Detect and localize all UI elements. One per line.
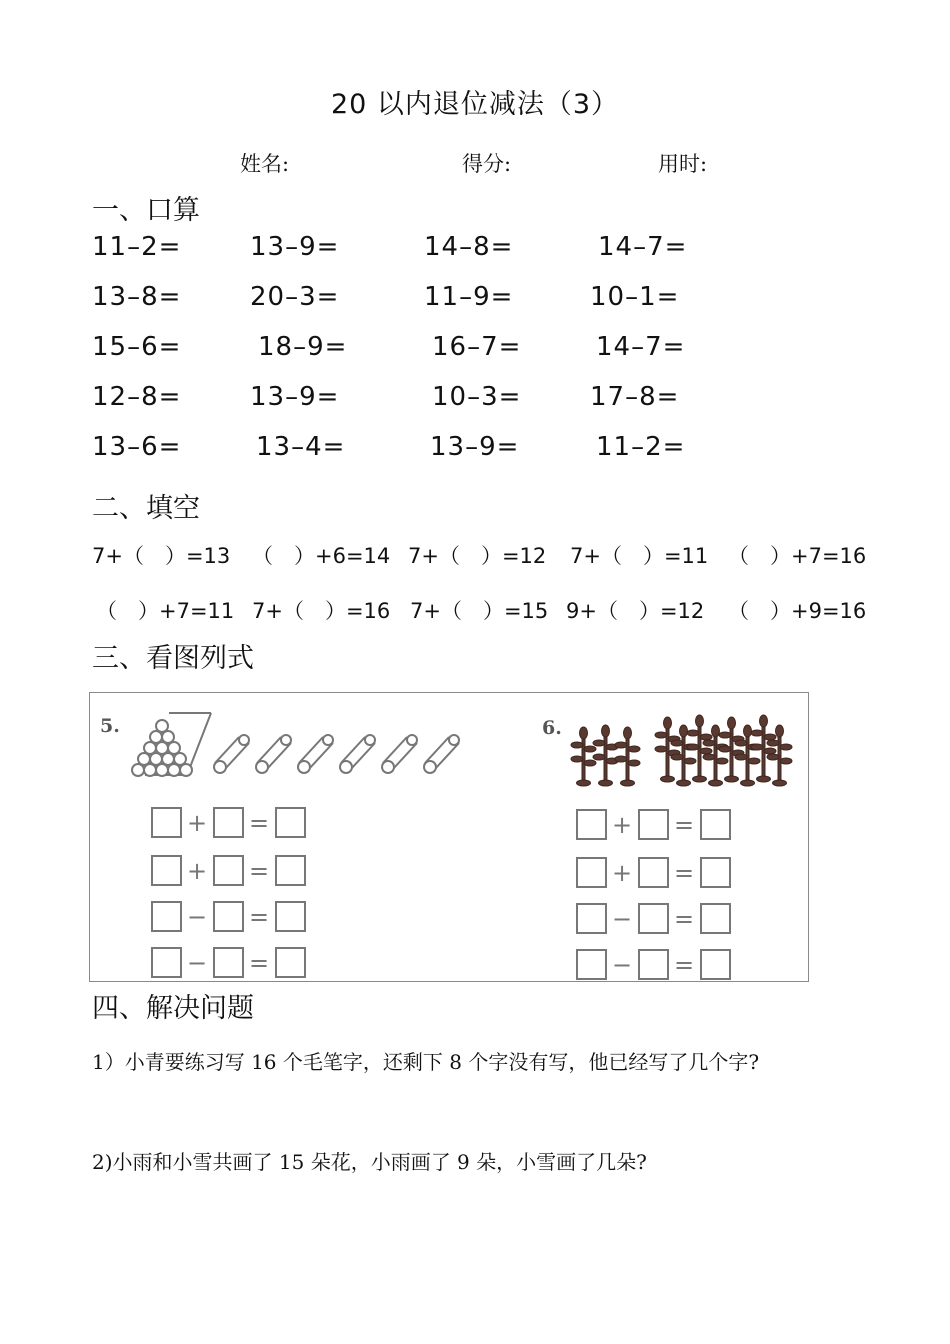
plus-sign: +	[612, 811, 633, 839]
answer-box[interactable]	[213, 947, 244, 978]
plus-sign: +	[612, 859, 633, 887]
oral-item: 20–3=	[250, 282, 340, 312]
figure-number-6: 6.	[542, 717, 562, 739]
answer-box[interactable]	[151, 901, 182, 932]
answer-box[interactable]	[151, 947, 182, 978]
answer-box[interactable]	[638, 809, 669, 840]
oral-item: 11–2=	[92, 232, 182, 262]
oral-item: 11–2=	[596, 432, 686, 462]
fill-item: （ ）+7=11	[96, 599, 235, 623]
plant-icon	[751, 715, 776, 782]
plant-icon	[687, 715, 712, 782]
score-label: 得分:	[462, 152, 512, 176]
oral-item: 13–9=	[430, 432, 520, 462]
minus-sign: −	[187, 903, 208, 931]
fill-item: （ ）+7=16	[728, 544, 867, 568]
oral-item: 18–9=	[258, 332, 348, 362]
equals-sign: =	[674, 811, 695, 839]
oral-item: 10–1=	[590, 282, 680, 312]
figure-number-5: 5.	[100, 715, 120, 737]
answer-box[interactable]	[576, 903, 607, 934]
oral-item: 17–8=	[590, 382, 680, 412]
section-heading-picture: 三、看图列式	[92, 643, 254, 674]
section-heading-fill: 二、填空	[92, 493, 200, 524]
answer-box[interactable]	[213, 901, 244, 932]
oral-item: 10–3=	[432, 382, 522, 412]
plant-icon	[615, 727, 640, 786]
oral-item: 15–6=	[92, 332, 182, 362]
answer-box[interactable]	[275, 947, 306, 978]
oral-item: 14–7=	[598, 232, 688, 262]
equals-sign: =	[249, 809, 270, 837]
answer-box[interactable]	[576, 949, 607, 980]
answer-box[interactable]	[700, 809, 731, 840]
section-heading-oral: 一、口算	[92, 195, 200, 226]
oral-item: 12–8=	[92, 382, 182, 412]
oral-item: 11–9=	[424, 282, 514, 312]
answer-box[interactable]	[576, 857, 607, 888]
minus-sign: −	[612, 951, 633, 979]
plus-sign: +	[187, 809, 208, 837]
section-heading-problems: 四、解决问题	[92, 993, 254, 1024]
answer-box[interactable]	[700, 903, 731, 934]
equals-sign: =	[674, 905, 695, 933]
answer-box[interactable]	[275, 901, 306, 932]
plant-icon	[719, 717, 744, 782]
answer-box[interactable]	[275, 855, 306, 886]
fill-item: （ ）+9=16	[728, 599, 867, 623]
fill-item: 7+（ ）=12	[408, 544, 547, 568]
fill-item: 7+（ ）=15	[410, 599, 549, 623]
fill-item: 7+（ ）=16	[252, 599, 391, 623]
answer-box[interactable]	[151, 855, 182, 886]
plants-illustration	[568, 713, 808, 793]
logs-illustration	[125, 707, 465, 782]
minus-sign: −	[187, 949, 208, 977]
oral-item: 13–6=	[92, 432, 182, 462]
oral-item: 14–8=	[424, 232, 514, 262]
answer-box[interactable]	[275, 807, 306, 838]
oral-item: 13–9=	[250, 232, 340, 262]
time-label: 用时:	[658, 152, 708, 176]
name-label: 姓名:	[240, 152, 290, 176]
equals-sign: =	[674, 951, 695, 979]
oral-item: 13–4=	[256, 432, 346, 462]
fill-item: 9+（ ）=12	[566, 599, 705, 623]
fill-item: 7+（ ）=11	[570, 544, 709, 568]
answer-box[interactable]	[700, 949, 731, 980]
answer-box[interactable]	[638, 857, 669, 888]
minus-sign: −	[612, 905, 633, 933]
picture-figure	[89, 692, 809, 982]
oral-item: 13–8=	[92, 282, 182, 312]
answer-box[interactable]	[638, 949, 669, 980]
plant-icon	[571, 727, 596, 786]
single-logs-icon	[214, 735, 459, 773]
oral-item: 14–7=	[596, 332, 686, 362]
equals-sign: =	[249, 857, 270, 885]
page-title: 20 以内退位减法（3）	[330, 89, 620, 120]
answer-box[interactable]	[700, 857, 731, 888]
answer-box[interactable]	[151, 807, 182, 838]
answer-box[interactable]	[213, 807, 244, 838]
oral-item: 16–7=	[432, 332, 522, 362]
answer-box[interactable]	[576, 809, 607, 840]
fill-item: 7+（ ）=13	[92, 544, 231, 568]
fill-item: （ ）+6=14	[252, 544, 391, 568]
answer-box[interactable]	[213, 855, 244, 886]
plus-sign: +	[187, 857, 208, 885]
plant-icon	[655, 717, 680, 782]
equals-sign: =	[249, 903, 270, 931]
equals-sign: =	[249, 949, 270, 977]
answer-box[interactable]	[638, 903, 669, 934]
plant-icon	[593, 725, 618, 786]
word-problem-2: 2)小雨和小雪共画了 15 朵花，小雨画了 9 朵，小雪画了几朵?	[92, 1150, 647, 1174]
oral-item: 13–9=	[250, 382, 340, 412]
equals-sign: =	[674, 859, 695, 887]
log-pile-icon	[132, 713, 211, 776]
word-problem-1: 1）小青要练习写 16 个毛笔字，还剩下 8 个字没有写，他已经写了几个字?	[92, 1050, 760, 1074]
